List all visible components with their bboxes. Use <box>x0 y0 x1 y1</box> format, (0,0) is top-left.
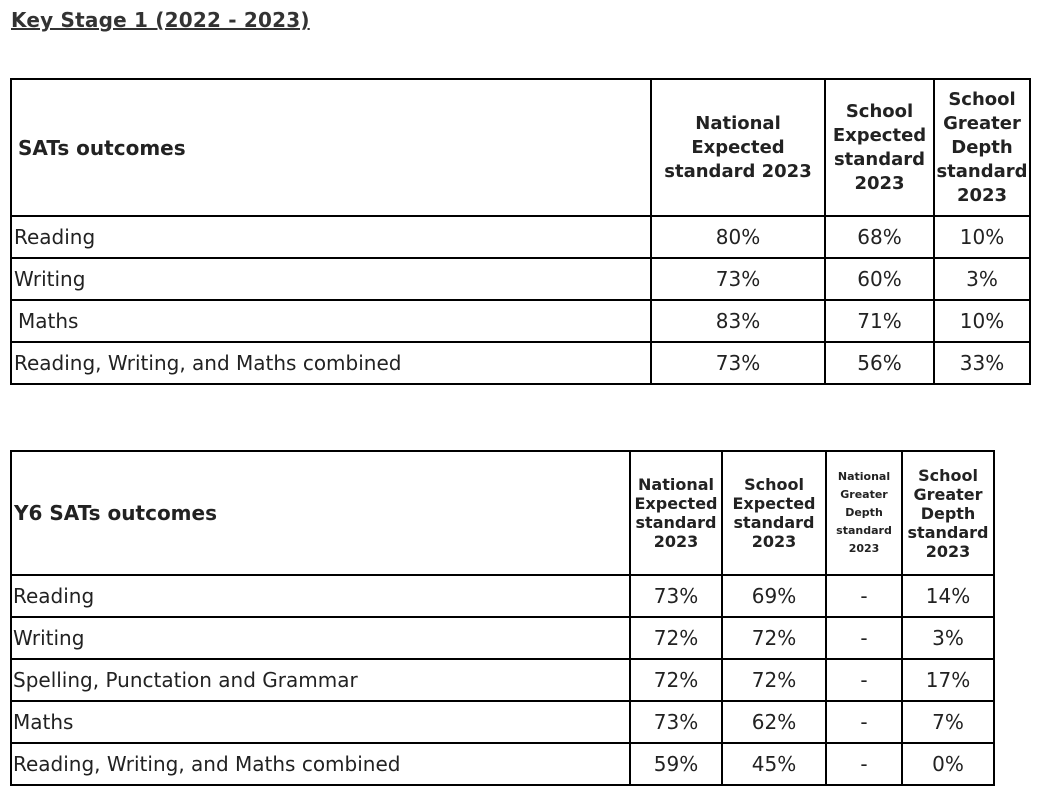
table-row <box>11 659 994 701</box>
table-row <box>11 575 994 617</box>
page-title: Key Stage 1 (2022 - 2023) <box>11 8 310 32</box>
table-cell: 14% <box>902 575 994 617</box>
table-title: SATs outcomes <box>11 79 651 216</box>
table-cell: 80% <box>651 216 825 258</box>
row-label: Writing <box>11 258 651 300</box>
ks2-sats-table <box>10 450 995 786</box>
table-cell: 59% <box>630 743 722 785</box>
column-header: School Expected standard 2023 <box>825 79 934 216</box>
row-label: Writing <box>11 617 630 659</box>
row-label: Reading <box>11 575 630 617</box>
table-cell: - <box>826 617 902 659</box>
table-cell: 72% <box>630 617 722 659</box>
table-row <box>11 701 994 743</box>
table-row <box>11 300 1030 342</box>
table-cell: 33% <box>934 342 1030 384</box>
table-cell: - <box>826 575 902 617</box>
table-cell: 56% <box>825 342 934 384</box>
table-cell: 17% <box>902 659 994 701</box>
table-cell: 72% <box>722 617 826 659</box>
table-cell: - <box>826 743 902 785</box>
table-header-row <box>11 79 1030 216</box>
table-header-row <box>11 451 994 575</box>
table-cell: 73% <box>630 701 722 743</box>
table-cell: 72% <box>630 659 722 701</box>
table-title: Y6 SATs outcomes <box>11 451 630 575</box>
table-cell: 73% <box>651 342 825 384</box>
column-header: National Greater Depth standard 2023 <box>826 451 902 575</box>
table-row <box>11 743 994 785</box>
column-header: School Greater Depth standard 2023 <box>934 79 1030 216</box>
table-cell: 60% <box>825 258 934 300</box>
table-cell: 68% <box>825 216 934 258</box>
column-header: School Greater Depth standard 2023 <box>902 451 994 575</box>
column-header: School Expected standard 2023 <box>722 451 826 575</box>
table-cell: 3% <box>902 617 994 659</box>
table-cell: 10% <box>934 216 1030 258</box>
table-cell: 10% <box>934 300 1030 342</box>
table-cell: 62% <box>722 701 826 743</box>
row-label: Maths <box>11 300 651 342</box>
table-cell: 45% <box>722 743 826 785</box>
table-row <box>11 258 1030 300</box>
table-cell: 0% <box>902 743 994 785</box>
row-label: Maths <box>11 701 630 743</box>
ks1-sats-table <box>10 78 1031 385</box>
column-header: National Expected standard 2023 <box>630 451 722 575</box>
row-label: Reading, Writing, and Maths combined <box>11 743 630 785</box>
column-header: National Expected standard 2023 <box>651 79 825 216</box>
table-cell: 73% <box>651 258 825 300</box>
row-label: Reading, Writing, and Maths combined <box>11 342 651 384</box>
table-cell: - <box>826 659 902 701</box>
table-cell: 71% <box>825 300 934 342</box>
table-row <box>11 216 1030 258</box>
table-cell: 69% <box>722 575 826 617</box>
table-cell: 83% <box>651 300 825 342</box>
table-row <box>11 342 1030 384</box>
row-label: Spelling, Punctation and Grammar <box>11 659 630 701</box>
table-cell: 3% <box>934 258 1030 300</box>
table-row <box>11 617 994 659</box>
row-label: Reading <box>11 216 651 258</box>
table-cell: 7% <box>902 701 994 743</box>
table-cell: - <box>826 701 902 743</box>
table-cell: 72% <box>722 659 826 701</box>
table-cell: 73% <box>630 575 722 617</box>
